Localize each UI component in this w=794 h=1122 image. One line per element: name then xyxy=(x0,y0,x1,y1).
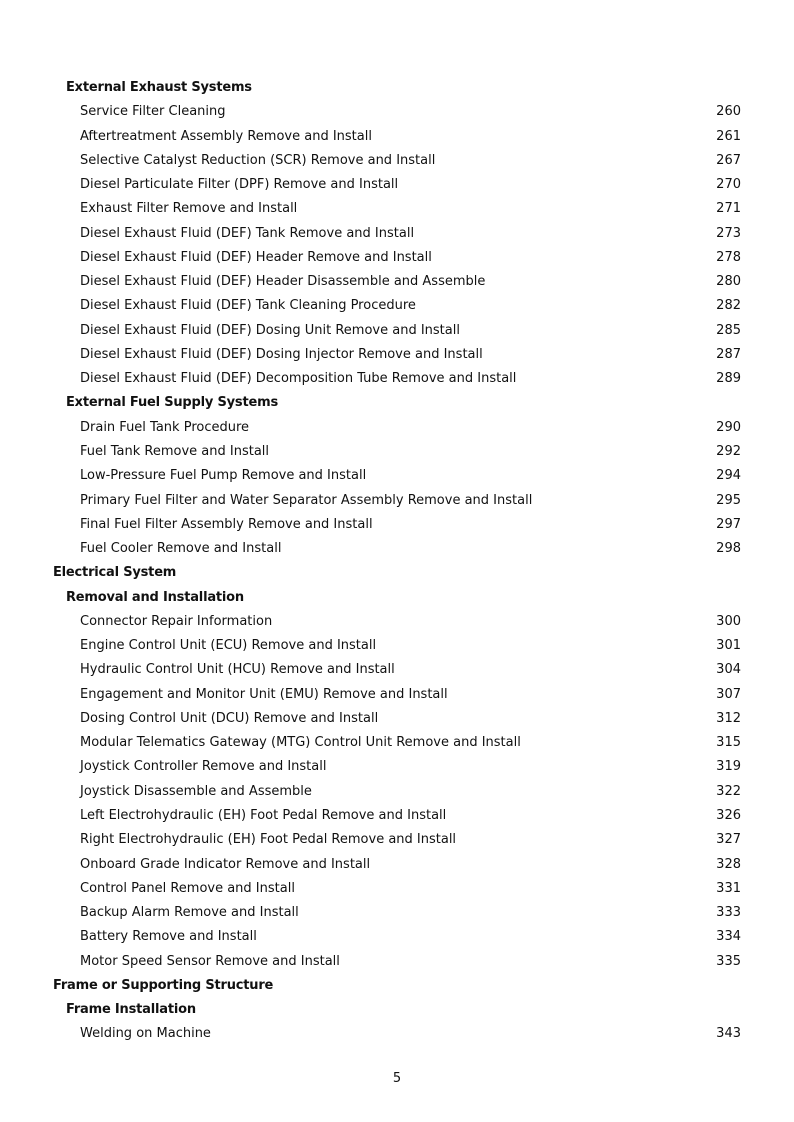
toc-list xyxy=(0,76,794,1047)
toc-section xyxy=(0,974,794,998)
toc-entry-title: Final Fuel Filter Assembly Remove and Install xyxy=(80,516,373,532)
toc-entry[interactable] xyxy=(0,950,794,974)
toc-page-number: 295 xyxy=(716,492,741,508)
toc-page-number: 315 xyxy=(716,735,741,751)
toc-entry[interactable] xyxy=(0,489,794,513)
toc-entry-title: Backup Alarm Remove and Install xyxy=(80,905,299,921)
toc-entry-title: Battery Remove and Install xyxy=(80,929,257,945)
toc-entry-title: Welding on Machine xyxy=(80,1026,211,1042)
toc-entry[interactable] xyxy=(0,853,794,877)
toc-subsection-title: Frame Installation xyxy=(66,1002,196,1018)
toc-page-number: 335 xyxy=(716,953,741,969)
toc-entry[interactable] xyxy=(0,877,794,901)
toc-entry[interactable] xyxy=(0,683,794,707)
toc-page-number: 298 xyxy=(716,541,741,557)
table-of-contents xyxy=(0,76,794,1047)
toc-page-number: 285 xyxy=(716,322,741,338)
toc-section xyxy=(0,561,794,585)
toc-page-number: 271 xyxy=(716,201,741,217)
toc-subsection xyxy=(0,998,794,1022)
toc-subsection-title: External Fuel Supply Systems xyxy=(66,395,278,411)
toc-entry[interactable] xyxy=(0,125,794,149)
toc-entry-title: Diesel Exhaust Fluid (DEF) Tank Cleaning Procedure xyxy=(80,298,416,314)
toc-entry[interactable] xyxy=(0,658,794,682)
toc-entry-title: Primary Fuel Filter and Water Separator Assembly Remove and Install xyxy=(80,492,533,508)
toc-entry[interactable] xyxy=(0,319,794,343)
toc-entry[interactable] xyxy=(0,464,794,488)
toc-entry-title: Drain Fuel Tank Procedure xyxy=(80,419,250,435)
toc-entry-title: Exhaust Filter Remove and Install xyxy=(80,201,298,217)
toc-entry-title: Service Filter Cleaning xyxy=(80,104,226,120)
toc-section-title: Electrical System xyxy=(53,565,177,581)
toc-page-number: 287 xyxy=(716,346,741,362)
toc-page-number: 319 xyxy=(716,759,741,775)
toc-entry-title: Diesel Exhaust Fluid (DEF) Header Disassemble and Assemble xyxy=(80,274,486,290)
toc-entry[interactable] xyxy=(0,901,794,925)
toc-page-number: 334 xyxy=(716,929,741,945)
toc-entry[interactable] xyxy=(0,610,794,634)
toc-entry[interactable] xyxy=(0,755,794,779)
toc-entry[interactable] xyxy=(0,804,794,828)
toc-page-number: 312 xyxy=(716,710,741,726)
toc-page-number: 300 xyxy=(716,613,741,629)
toc-page-number: 297 xyxy=(716,516,741,532)
toc-entry[interactable] xyxy=(0,197,794,221)
toc-subsection-title: Removal and Installation xyxy=(66,589,244,605)
toc-page-number: 270 xyxy=(716,177,741,193)
toc-entry[interactable] xyxy=(0,925,794,949)
toc-entry-title: Left Electrohydraulic (EH) Foot Pedal Remove and Install xyxy=(80,807,447,823)
toc-page-number: 301 xyxy=(716,638,741,654)
toc-entry[interactable] xyxy=(0,828,794,852)
toc-page-number: 290 xyxy=(716,419,741,435)
toc-page-number: 278 xyxy=(716,249,741,265)
toc-entry[interactable] xyxy=(0,222,794,246)
toc-entry-title: Diesel Exhaust Fluid (DEF) Dosing Injector Remove and Install xyxy=(80,346,483,362)
toc-entry-title: Engagement and Monitor Unit (EMU) Remove and Install xyxy=(80,686,448,702)
toc-entry-title: Joystick Disassemble and Assemble xyxy=(80,783,312,799)
toc-entry-title: Dosing Control Unit (DCU) Remove and Install xyxy=(80,710,379,726)
toc-entry[interactable] xyxy=(0,416,794,440)
toc-entry-title: Diesel Exhaust Fluid (DEF) Decomposition Tube Remove and Install xyxy=(80,371,517,387)
toc-entry[interactable] xyxy=(0,634,794,658)
toc-entry-title: Diesel Particulate Filter (DPF) Remove and Install xyxy=(80,177,399,193)
toc-page-number: 289 xyxy=(716,371,741,387)
toc-entry-title: Right Electrohydraulic (EH) Foot Pedal Remove and Install xyxy=(80,832,457,848)
toc-entry-title: Joystick Controller Remove and Install xyxy=(80,759,327,775)
toc-section-title: Frame or Supporting Structure xyxy=(53,977,274,993)
toc-entry-title: Selective Catalyst Reduction (SCR) Remove and Install xyxy=(80,152,436,168)
toc-page-number: 307 xyxy=(716,686,741,702)
toc-entry-title: Engine Control Unit (ECU) Remove and Install xyxy=(80,638,377,654)
toc-page-number: 260 xyxy=(716,104,741,120)
toc-page-number: 273 xyxy=(716,225,741,241)
toc-entry[interactable] xyxy=(0,246,794,270)
toc-entry[interactable] xyxy=(0,440,794,464)
toc-entry[interactable] xyxy=(0,513,794,537)
toc-page-number: 331 xyxy=(716,880,741,896)
toc-entry-title: Diesel Exhaust Fluid (DEF) Header Remove and Install xyxy=(80,249,432,265)
toc-entry-title: Onboard Grade Indicator Remove and Install xyxy=(80,856,371,872)
toc-page-number: 292 xyxy=(716,443,741,459)
toc-page-number: 267 xyxy=(716,152,741,168)
toc-entry-title: Fuel Cooler Remove and Install xyxy=(80,541,282,557)
toc-entry-title: Control Panel Remove and Install xyxy=(80,880,295,896)
toc-subsection xyxy=(0,76,794,100)
toc-entry-title: Diesel Exhaust Fluid (DEF) Dosing Unit Remove and Install xyxy=(80,322,460,338)
toc-entry[interactable] xyxy=(0,707,794,731)
toc-entry[interactable] xyxy=(0,731,794,755)
toc-entry[interactable] xyxy=(0,270,794,294)
toc-entry[interactable] xyxy=(0,780,794,804)
toc-page-number: 280 xyxy=(716,274,741,290)
toc-entry-title: Motor Speed Sensor Remove and Install xyxy=(80,953,340,969)
toc-page-number: 327 xyxy=(716,832,741,848)
toc-entry[interactable] xyxy=(0,173,794,197)
toc-entry[interactable] xyxy=(0,367,794,391)
page-number: 5 xyxy=(392,1071,402,1086)
toc-entry[interactable] xyxy=(0,537,794,561)
toc-entry-title: Hydraulic Control Unit (HCU) Remove and Install xyxy=(80,662,395,678)
toc-entry-title: Fuel Tank Remove and Install xyxy=(80,443,270,459)
toc-page-number: 343 xyxy=(716,1026,741,1042)
toc-page-number: 333 xyxy=(716,905,741,921)
toc-page-number: 322 xyxy=(716,783,741,799)
toc-entry[interactable] xyxy=(0,149,794,173)
toc-entry-title: Aftertreatment Assembly Remove and Install xyxy=(80,128,372,144)
toc-page-number: 304 xyxy=(716,662,741,678)
toc-page-number: 294 xyxy=(716,468,741,484)
toc-entry[interactable] xyxy=(0,100,794,124)
toc-subsection-title: External Exhaust Systems xyxy=(66,80,252,95)
toc-entry-title: Low-Pressure Fuel Pump Remove and Install xyxy=(80,468,367,484)
toc-page-number: 261 xyxy=(716,128,741,144)
toc-page-number: 326 xyxy=(716,807,741,823)
toc-entry-title: Modular Telematics Gateway (MTG) Control Unit Remove and Install xyxy=(80,735,521,751)
toc-page-number: 282 xyxy=(716,298,741,314)
toc-subsection xyxy=(0,391,794,415)
toc-page-number: 328 xyxy=(716,856,741,872)
toc-subsection xyxy=(0,586,794,610)
toc-entry[interactable] xyxy=(0,343,794,367)
toc-entry[interactable] xyxy=(0,294,794,318)
toc-entry-title: Connector Repair Information xyxy=(80,613,273,629)
toc-entry-title: Diesel Exhaust Fluid (DEF) Tank Remove and Install xyxy=(80,225,415,241)
toc-entry[interactable] xyxy=(0,1022,794,1046)
